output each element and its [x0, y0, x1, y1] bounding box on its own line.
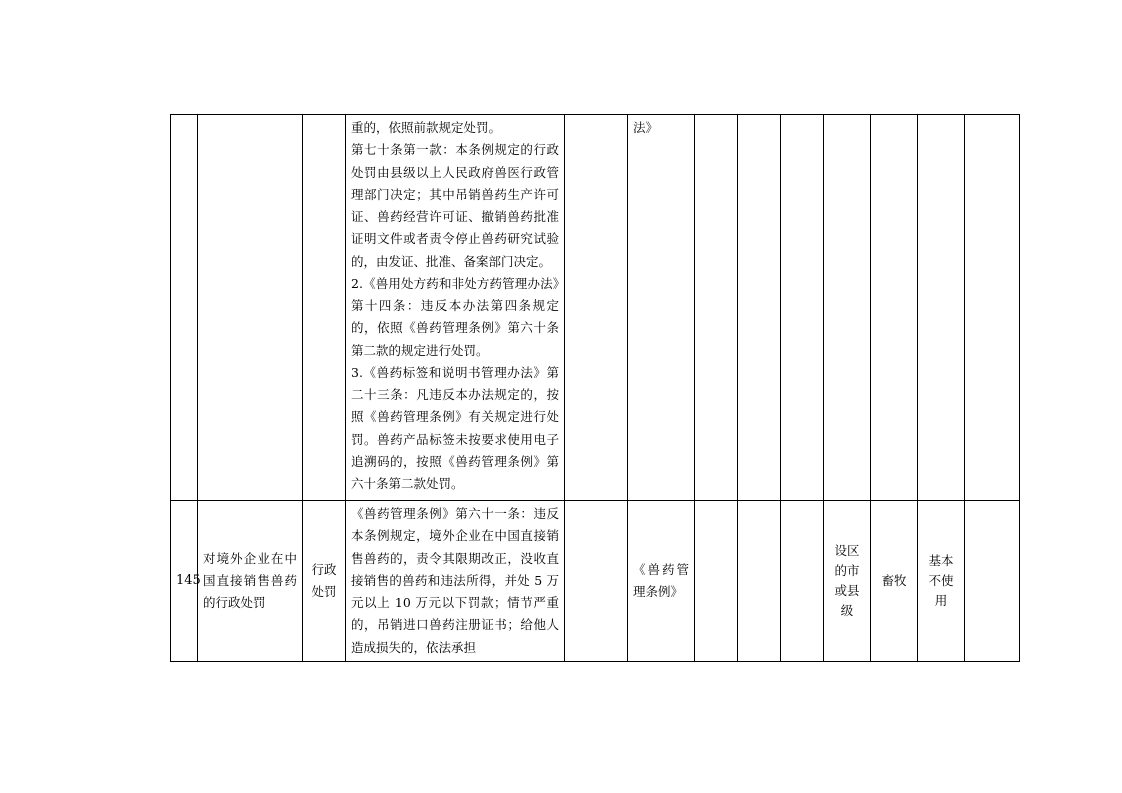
item-type-text: 行政处罚: [311, 561, 337, 599]
cell-sequence-number: [171, 501, 201, 662]
cell-item-type: [303, 501, 346, 662]
remarks-text: [965, 579, 1019, 583]
usage-frequency-text: 基本不使用: [928, 552, 954, 608]
department-text: 畜牧: [881, 572, 907, 588]
legal-basis-paragraph: 3.《兽药标签和说明书管理办法》第二十三条：凡违反本办法规定的，按照《兽药管理条例》有关规定进行处罚。兽药产品标签未按要求使用电子追溯码的，按照《兽药管理条例》第六十条第二款处罚。: [351, 364, 559, 491]
cell-department: [871, 115, 918, 501]
column-e-text: [565, 115, 627, 119]
cell-sequence-number: [171, 115, 198, 501]
cell-column-g: [695, 501, 738, 662]
legal-basis-paragraph: 重的，依照前款规定处罚。: [351, 120, 502, 135]
regulation-table: [170, 114, 1020, 662]
cell-column-h: [738, 115, 781, 501]
cell-usage-frequency: [918, 115, 965, 501]
cell-remarks: [965, 501, 1020, 662]
table-row: [171, 501, 1020, 662]
cell-authority-level: [824, 501, 871, 662]
cell-column-f: [628, 501, 695, 662]
column-f-text: 法》: [633, 120, 659, 135]
cell-column-i: [781, 115, 824, 501]
cell-item-name: [198, 115, 303, 501]
department-text: [871, 115, 917, 119]
column-h-text: [738, 115, 780, 119]
sequence-number-text: [171, 115, 197, 119]
column-h-text: [738, 579, 780, 583]
cell-usage-frequency: [918, 501, 965, 662]
cell-column-g: [695, 115, 738, 501]
authority-level-text: 设区的市或县级: [834, 542, 860, 618]
item-name-text: [198, 115, 302, 119]
item-name-text: 对境外企业在中国直接销售兽药的行政处罚: [203, 550, 297, 610]
legal-basis-paragraph: 《兽药管理条例》第六十一条：违反本条例规定，境外企业在中国直接销售兽药的，责令其限期改正，没收直接销售的兽药和违法所得，并处 5 万元以上 10 万元以下罚款；情节严重的，吊销进口兽药注册证书；给他人造成损失的，依法承担: [351, 506, 559, 655]
usage-frequency-text: [918, 115, 964, 119]
column-i-text: [781, 579, 823, 583]
sequence-number-text: 145: [176, 573, 201, 589]
cell-remarks: [965, 115, 1020, 501]
column-e-text: [565, 579, 627, 583]
cell-item-type: [303, 115, 346, 501]
cell-department: [871, 501, 918, 662]
remarks-text: [965, 115, 1019, 119]
column-g-text: [695, 579, 737, 583]
cell-legal-basis: [346, 501, 565, 662]
cell-column-i: [781, 501, 824, 662]
column-i-text: [781, 115, 823, 119]
cell-column-e: [565, 501, 628, 662]
cell-item-name: [198, 501, 303, 662]
cell-legal-basis: [346, 115, 565, 501]
legal-basis-paragraph: 第七十条第一款：本条例规定的行政处罚由县级以上人民政府兽医行政管理部门决定；其中吊销兽药生产许可证、兽药经营许可证、撤销兽药批准证明文件或者责令停止兽药研究试验的，由发证、批准、备案部门决定。: [351, 142, 559, 269]
column-f-text: 《兽药管理条例》: [633, 561, 689, 599]
cell-column-f: [628, 115, 695, 501]
cell-column-e: [565, 115, 628, 501]
cell-authority-level: [824, 115, 871, 501]
legal-basis-paragraph: 2.《兽用处方药和非处方药管理办法》第十四条：违反本办法第四条规定的，依照《兽药管理条例》第六十条第二款的规定进行处罚。: [351, 275, 559, 358]
authority-level-text: [824, 115, 870, 119]
column-g-text: [695, 115, 737, 119]
item-type-text: [303, 115, 345, 119]
cell-column-h: [738, 501, 781, 662]
table-row: [171, 115, 1020, 501]
